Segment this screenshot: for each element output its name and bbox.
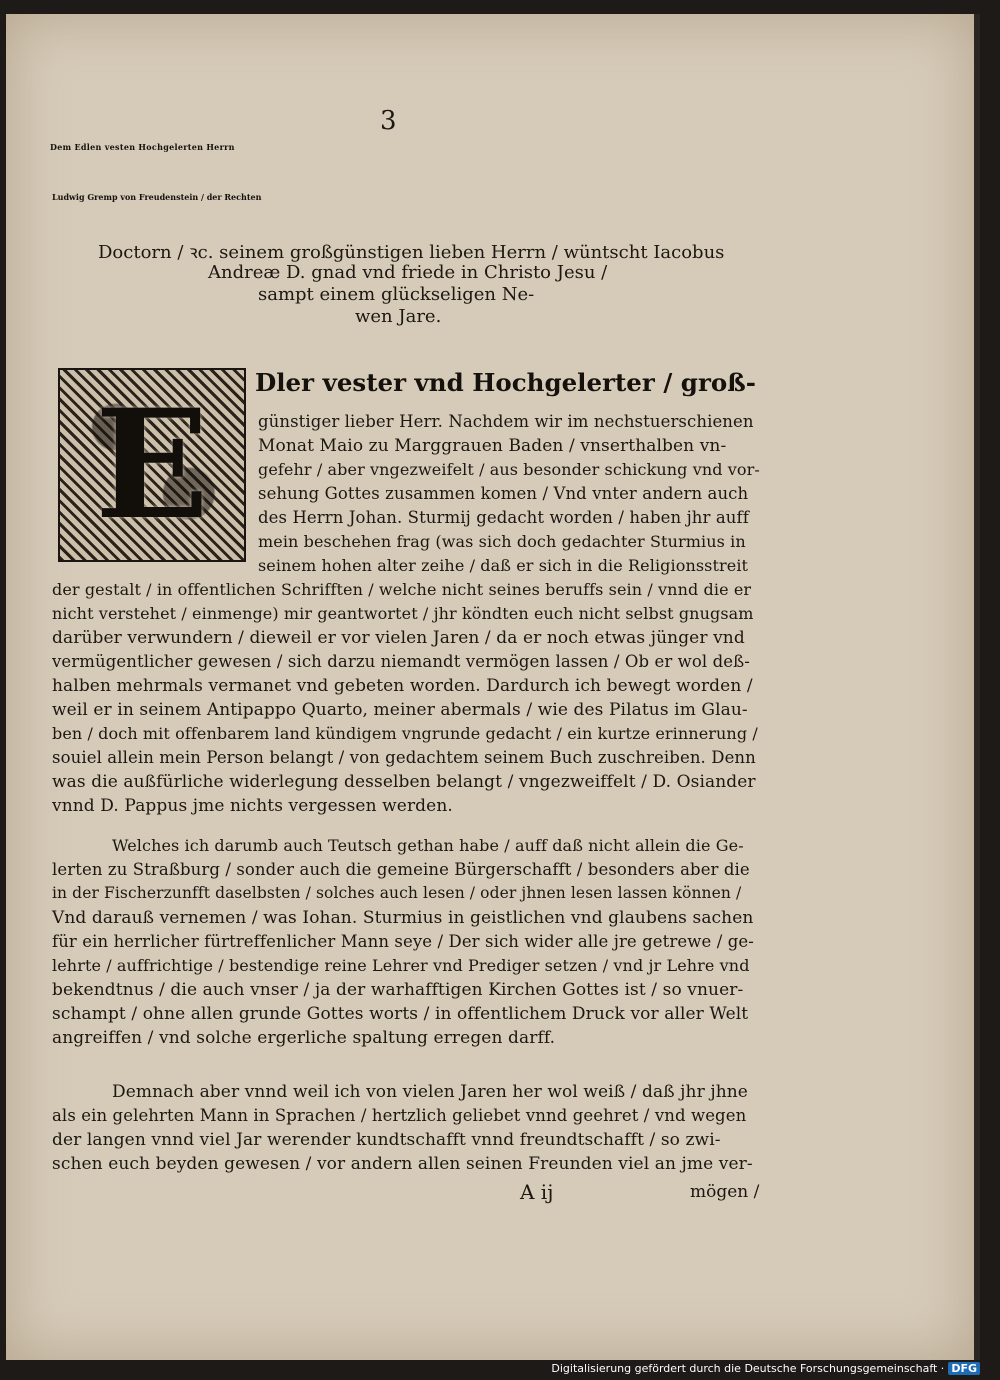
catchword: mögen / — [690, 1182, 760, 1202]
p1-line: was die außfürliche widerlegung desselben belangt / vngezweiffelt / D. Osiander — [52, 772, 756, 792]
p2-line: Vnd darauß vernemen / was Iohan. Sturmius in geistlichen vnd glaubens sachen — [52, 908, 754, 928]
signature-mark: A ij — [520, 1180, 554, 1204]
p3-line: schen euch beyden gewesen / vor andern allen seinen Freunden viel an jme ver- — [52, 1154, 753, 1174]
p3-line: der langen vnnd viel Jar werender kundtschafft vnnd freundtschafft / so zwi- — [52, 1130, 721, 1150]
dfg-logo[interactable]: DFG — [948, 1362, 980, 1375]
p3-line: als ein gelehrten Mann in Sprachen / hertzlich geliebet vnnd geehret / vnd wegen — [52, 1106, 747, 1125]
heading-line-2: Ludwig Gremp von Freudenstein / der Rechten — [52, 192, 262, 202]
p1-line: darüber verwundern / dieweil er vor vielen Jaren / da er noch etwas jünger vnd — [52, 628, 745, 648]
p1-line: nicht verstehet / einmenge) mir geantwortet / jhr köndten euch nicht selbst gnugsam — [52, 604, 754, 623]
page-edge — [974, 14, 980, 1360]
heading-line-3: Doctorn / ꝛc. seinem großgünstigen lieben Herrn / wüntscht Iacobus — [98, 242, 725, 263]
p2-line: lehrte / auffrichtige / bestendige reine Lehrer vnd Prediger setzen / vnd jr Lehre vnd — [52, 956, 750, 975]
heading-line-6: wen Jare. — [355, 306, 442, 327]
p2-line: für ein herrlicher fürtreffenlicher Mann seye / Der sich wider alle jre getrewe / ge- — [52, 932, 754, 951]
p1-line: günstiger lieber Herr. Nachdem wir im nechstuerschienen — [258, 412, 754, 431]
initial-letter: E — [94, 377, 210, 553]
digitization-footer — [551, 1362, 980, 1375]
p1-line: seinem hohen alter zeihe / daß er sich in die Religionsstreit — [258, 556, 749, 575]
p2-line: in der Fischerzunfft daselbsten / solches auch lesen / oder jhnen lesen lassen können / — [52, 884, 742, 902]
heading-line-5: sampt einem glückseligen Ne- — [258, 284, 535, 305]
p1-line: souiel allein mein Person belangt / von gedachtem seinem Buch zuschreiben. Denn — [52, 748, 756, 767]
p2-line: lerten zu Straßburg / sonder auch die gemeine Bürgerschafft / besonders aber die — [52, 860, 750, 879]
p3-line: Demnach aber vnnd weil ich von vielen Jaren her wol weiß / daß jhr jhne — [112, 1082, 748, 1102]
decorated-initial — [58, 368, 246, 562]
p1-line: Monat Maio zu Marggrauen Baden / vnserthalben vn- — [258, 436, 727, 456]
p1-line: vermügentlicher gewesen / sich darzu niemandt vermögen lassen / Ob er wol deß- — [52, 652, 750, 671]
footer-text: Digitalisierung gefördert durch die Deutsche Forschungsgemeinschaft · — [551, 1362, 945, 1375]
p1-line: der gestalt / in offentlichen Schrifften / welche nicht seines beruffs sein / vnnd die er — [52, 580, 752, 599]
p1-line: des Herrn Johan. Sturmij gedacht worden / haben jhr auff — [258, 508, 749, 527]
p2-line: schampt / ohne allen grunde Gottes worts / in offentlichem Druck vor aller Welt — [52, 1004, 749, 1024]
page-number: 3 — [380, 106, 397, 136]
p1-line: vnnd D. Pappus jme nichts vergessen werden. — [52, 796, 453, 816]
p2-line: bekendtnus / die auch vnser / ja der warhafftigen Kirchen Gottes ist / so vnuer- — [52, 980, 744, 1000]
heading-line-4: Andreæ D. gnad vnd friede in Christo Jesu / — [208, 262, 608, 283]
opening-line: Dler vester vnd Hochgelerter / groß- — [255, 368, 756, 397]
p2-line: Welches ich darumb auch Teutsch gethan habe / auff daß nicht allein die Ge- — [112, 836, 744, 855]
p1-line: gefehr / aber vngezweifelt / aus besonder schickung vnd vor- — [258, 460, 760, 479]
p1-line: mein beschehen frag (was sich doch gedachter Sturmius in — [258, 532, 746, 551]
p1-line: weil er in seinem Antipappo Quarto, meiner abermals / wie des Pilatus im Glau- — [52, 700, 748, 720]
p1-line: sehung Gottes zusammen komen / Vnd vnter andern auch — [258, 484, 749, 503]
p2-line: angreiffen / vnd solche ergerliche spaltung erregen darff. — [52, 1028, 556, 1048]
p1-line: ben / doch mit offenbarem land kündigem vngrunde gedacht / ein kurtze erinnerung / — [52, 724, 758, 743]
p1-line: halben mehrmals vermanet vnd gebeten worden. Dardurch ich bewegt worden / — [52, 676, 753, 696]
heading-line-1: Dem Edlen vesten Hochgelerten Herrn — [50, 142, 235, 152]
